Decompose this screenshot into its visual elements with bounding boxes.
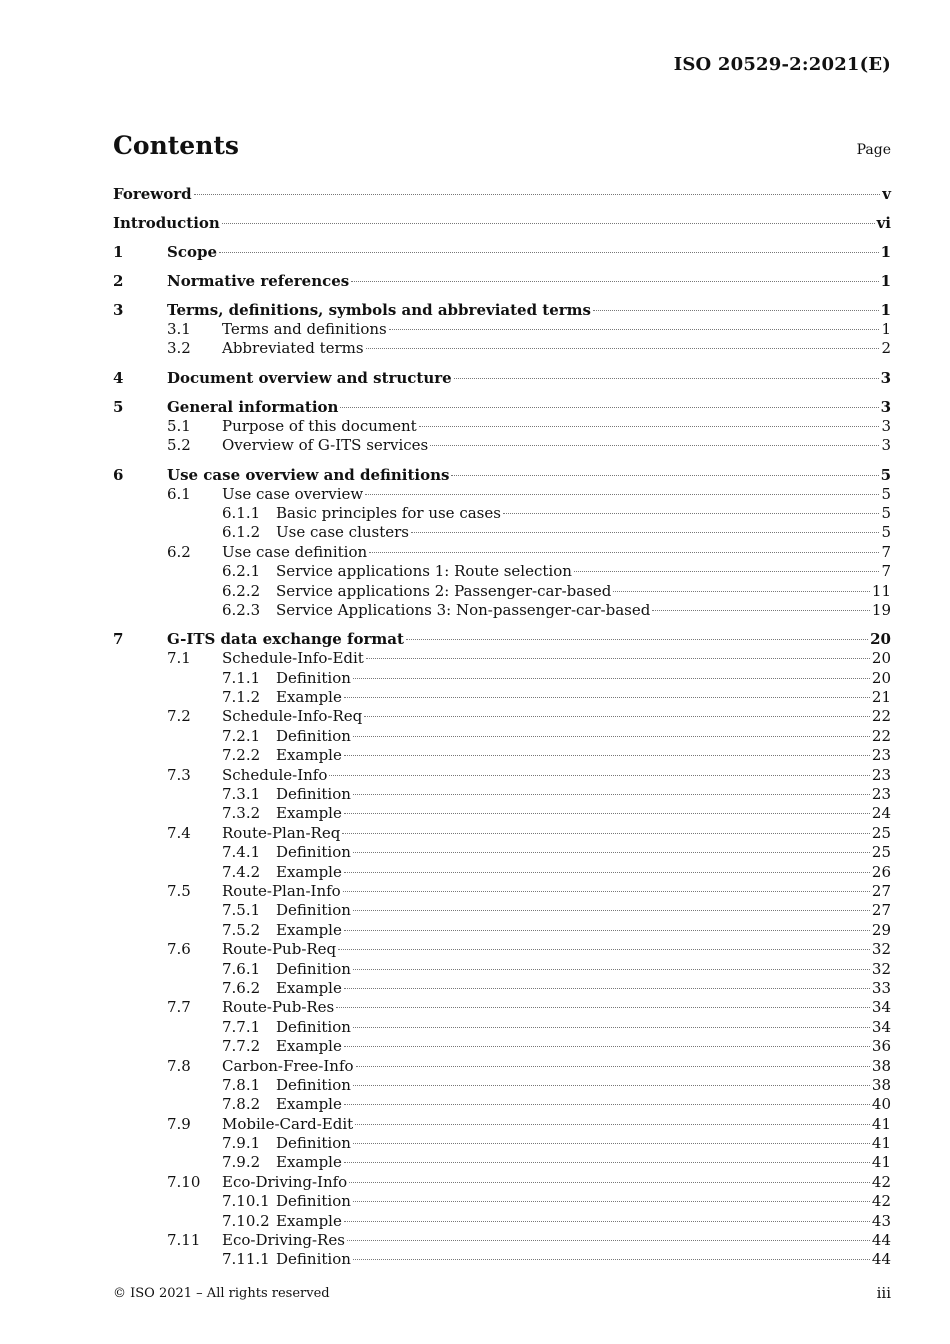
dot-leader [451,475,878,476]
dot-leader [222,223,875,224]
toc-entry[interactable] [113,320,891,339]
toc-entry-page: 5 [881,484,891,503]
toc-entry-number: 7.7.2 [222,1037,261,1056]
toc-entry[interactable] [113,707,891,726]
dot-leader [366,658,870,659]
toc-entry[interactable] [113,901,891,920]
toc-entry-title: Service applications 1: Route selection [276,562,572,581]
toc-entry-title: Schedule-Info-Req [222,707,363,726]
toc-entry[interactable] [113,300,891,320]
toc-entry-title: Mobile-Card-Edit [222,1114,354,1133]
toc-entry[interactable] [113,1134,891,1153]
toc-entry[interactable] [113,688,891,707]
toc-entry-page: 40 [871,1095,891,1114]
toc-entry-number: 6.2.3 [222,600,261,619]
toc-entry-number: 6.2.2 [222,581,261,600]
toc-entry-number: 7.1 [167,649,191,668]
toc-entry-page: 3 [880,397,891,416]
toc-entry-number: 3.1 [167,320,191,338]
toc-entry-number: 7.1.2 [222,688,261,707]
dot-leader [344,813,870,814]
dot-leader [454,378,879,379]
toc-entry[interactable] [113,1018,891,1037]
toc-entry-page: 19 [871,600,891,619]
toc-entry-page: 25 [871,843,891,862]
toc-entry-title: Eco-Driving-Res [222,1231,345,1250]
toc-entry-title: Definition [276,1017,351,1036]
toc-entry-title: Terms and definitions [222,320,387,338]
toc-entry-title: Example [276,1153,342,1172]
dot-leader [353,852,870,853]
toc-entry-page: 41 [871,1114,891,1133]
toc-entry-page: 7 [881,542,891,561]
toc-entry[interactable] [113,843,891,862]
toc-entry-number: 7.6.2 [222,978,261,997]
dot-leader [430,445,879,446]
toc-entry-title: Example [276,1211,342,1230]
dot-leader [340,407,878,408]
toc-entry-page: 27 [871,901,891,920]
toc-entry-number: 7.6 [167,940,191,959]
toc-entry-number: 1 [113,243,124,261]
dot-leader [344,755,870,756]
toc-entry-page: 5 [880,465,891,484]
dot-leader [353,969,870,970]
toc-entry-title: General information [167,397,339,416]
dot-leader [344,872,870,873]
toc-entry-number: 7.11 [167,1231,201,1250]
dot-leader [356,1066,870,1067]
toc-entry-page: 43 [871,1211,891,1230]
toc-entry[interactable] [113,1115,891,1134]
toc-entry-title: Definition [276,1192,351,1211]
toc-entry-number: 6.2 [167,542,191,561]
toc-entry-page: 22 [871,726,891,745]
toc-entry-title: Route-Plan-Info [222,881,341,900]
toc-entry-number: 4 [113,368,124,387]
toc-entry[interactable] [113,746,891,765]
dot-leader [353,1259,870,1260]
dot-leader [369,552,879,553]
toc-entry[interactable] [113,397,891,417]
toc-entry[interactable] [113,1192,891,1211]
toc-entry[interactable] [113,863,891,882]
footer-copyright: © ISO 2021 – All rights reserved [113,1286,330,1301]
toc-entry-title: Eco-Driving-Info [222,1172,348,1191]
toc-entry[interactable] [113,1173,891,1192]
dot-leader [344,1221,870,1222]
dot-leader [411,532,879,533]
toc-entry-page: 44 [871,1231,891,1250]
toc-entry[interactable] [113,184,891,204]
toc-entry-title: Service Applications 3: Non-passenger-car-based [276,600,651,619]
dot-leader [342,833,870,834]
toc-entry-page: 7 [881,562,891,581]
toc-entry-page: 41 [871,1153,891,1172]
toc-entry-number: 2 [113,272,124,290]
toc-entry-number: 7.5 [167,881,191,900]
toc-entry-number: 7.8.1 [222,1075,261,1094]
dot-leader [344,988,870,989]
dot-leader [593,310,879,311]
toc-entry-title: Definition [276,843,351,862]
toc-entry-title: Route-Plan-Req [222,823,341,842]
toc-entry-number: 5.1 [167,416,191,435]
toc-entry[interactable] [113,1250,891,1269]
toc-entry-title: Document overview and structure [167,368,452,387]
toc-entry-number: 7.9.2 [222,1153,261,1172]
toc-entry[interactable] [113,1037,891,1056]
toc-entry[interactable] [113,804,891,823]
toc-entry[interactable] [113,1057,891,1076]
toc-entry-title: Purpose of this document [222,416,417,435]
toc-entry-page: 11 [871,581,891,600]
toc-entry-page: 23 [871,765,891,784]
dot-leader [652,610,870,611]
toc-entry-title: Use case clusters [276,523,410,542]
toc-entry[interactable] [113,979,891,998]
toc-entry-title: Definition [276,1075,351,1094]
toc-entry-number: 7.9 [167,1114,191,1133]
toc-entry-title: Example [276,1095,342,1114]
toc-entry[interactable] [113,1212,891,1231]
toc-entry[interactable] [113,582,891,601]
toc-entry-title: Schedule-Info-Edit [222,649,364,668]
toc-entry-page: 23 [871,746,891,765]
dot-leader [219,252,879,253]
dot-leader [353,1027,870,1028]
dot-leader [336,1007,870,1008]
toc-entry-page: 3 [881,416,891,435]
toc-entry[interactable] [113,940,891,959]
toc-entry-title: Terms, definitions, symbols and abbreviated terms [167,301,591,319]
dot-leader [338,949,870,950]
toc-entry-title: Carbon-Free-Info [222,1056,354,1075]
dot-leader [353,736,870,737]
toc-entry[interactable] [113,960,891,979]
toc-entry-page: 42 [871,1192,891,1211]
toc-entry-page: 32 [871,940,891,959]
toc-entry-number: 7.6.1 [222,959,261,978]
toc-entry-title: Definition [276,1134,351,1153]
toc-entry[interactable] [113,785,891,804]
toc-entry-number: 7.5.1 [222,901,261,920]
toc-entry-number: 7.3.1 [222,785,261,804]
toc-entry-title: Introduction [113,214,220,232]
toc-entry-page: 20 [870,630,891,649]
toc-entry-number: 7.8.2 [222,1095,261,1114]
toc-entry-number: 7.10 [167,1172,201,1191]
toc-entry-number: 7.10.2 [222,1211,270,1230]
toc-entry[interactable] [113,368,891,388]
toc-entry[interactable] [113,436,891,455]
dot-leader [353,794,870,795]
toc-entry-page: 3 [881,436,891,455]
dot-leader [329,775,870,776]
toc-entry-title: Definition [276,1250,351,1269]
toc-entry-number: 7.1.1 [222,668,261,687]
toc-entry-number: 7.9.1 [222,1134,261,1153]
toc-entry-title: Scope [167,243,218,261]
dot-leader [347,1240,870,1241]
dot-leader [353,1201,870,1202]
toc-entry-page: 1 [880,243,891,261]
toc-entry-number: 7.2.2 [222,746,261,765]
toc-entry-page: 21 [871,688,891,707]
toc-entry-number: 6.1.1 [222,503,261,522]
toc-entry-page: 20 [871,668,891,687]
toc-entry-page: 38 [871,1075,891,1094]
toc-entry-title: Normative references [167,272,350,290]
toc-entry-number: 7.4.2 [222,862,261,881]
toc-entry[interactable] [113,465,891,485]
toc-entry-page: 5 [881,523,891,542]
toc-entry-title: Route-Pub-Req [222,940,337,959]
toc-entry-page: 1 [880,272,891,290]
toc-entry-number: 7.4 [167,823,191,842]
dot-leader [355,1124,870,1125]
toc-entry-number: 7 [113,630,124,649]
toc-entry-page: 36 [871,1037,891,1056]
toc-entry-title: Definition [276,668,351,687]
toc-entry[interactable] [113,882,891,901]
toc-entry-title: Use case overview and definitions [167,465,450,484]
toc-entry-page: 1 [880,301,891,319]
toc-entry-title: Example [276,862,342,881]
toc-entry-page: 2 [881,339,891,358]
toc-entry-number: 6 [113,465,124,484]
toc-entry-number: 7.2.1 [222,726,261,745]
toc-entry[interactable] [113,766,891,785]
dot-leader [389,329,880,330]
toc-entry[interactable] [113,1153,891,1172]
toc-entry-page: 44 [871,1250,891,1269]
toc-entry-page: 27 [871,881,891,900]
toc-entry-title: Service applications 2: Passenger-car-based [276,581,612,600]
toc-entry-title: Definition [276,901,351,920]
dot-leader [351,281,878,282]
toc-entry-number: 7.3.2 [222,804,261,823]
toc-entry-title: Use case definition [222,542,368,561]
toc-entry[interactable] [113,727,891,746]
toc-entry-title: Route-Pub-Res [222,998,335,1017]
toc-entry-page: 32 [871,959,891,978]
dot-leader [366,348,880,349]
toc-entry-title: Definition [276,785,351,804]
dot-leader [613,591,870,592]
dot-leader [365,494,879,495]
toc-entry[interactable] [113,523,891,542]
toc-entry-page: v [882,185,891,203]
toc-entry-page: vi [876,214,891,232]
toc-entry-title: Example [276,688,342,707]
toc-entry-page: 23 [871,785,891,804]
dot-leader [194,194,881,195]
dot-leader [343,891,870,892]
footer-page-number: iii [876,1284,891,1302]
toc-entry-page: 41 [871,1134,891,1153]
toc-entry[interactable] [113,213,891,233]
toc-entry-number: 3.2 [167,339,191,358]
toc-entry-number: 7.7.1 [222,1017,261,1036]
dot-leader [344,1162,870,1163]
dot-leader [353,910,870,911]
toc-entry[interactable] [113,485,891,504]
toc-entry-number: 3 [113,301,124,319]
toc-entry-page: 42 [871,1172,891,1191]
toc-entry[interactable] [113,601,891,620]
toc-entry[interactable] [113,669,891,688]
toc-entry-page: 5 [881,503,891,522]
toc-entry-page: 26 [871,862,891,881]
toc-entry-title: Use case overview [222,484,364,503]
toc-entry-page: 34 [871,998,891,1017]
toc-entry-number: 7.5.2 [222,920,261,939]
dot-leader [344,1104,870,1105]
toc-entry[interactable] [113,504,891,523]
dot-leader [344,930,870,931]
dot-leader [344,697,870,698]
toc-entry-title: Example [276,746,342,765]
toc-entry-title: Example [276,978,342,997]
toc-entry-number: 7.8 [167,1056,191,1075]
toc-entry-title: Definition [276,726,351,745]
toc-entry[interactable] [113,649,891,668]
toc-entry[interactable] [113,339,891,358]
toc-entry-title: Abbreviated terms [222,339,364,358]
toc-entry-title: Basic principles for use cases [276,503,501,522]
toc-entry-page: 24 [871,804,891,823]
toc-entry-page: 3 [880,368,891,387]
dot-leader [503,513,880,514]
toc-entry-number: 7.10.1 [222,1192,270,1211]
toc-entry-title: Schedule-Info [222,765,328,784]
toc-entry-page: 1 [881,320,891,338]
toc-entry-title: Example [276,920,342,939]
table-of-contents [113,184,891,1270]
toc-entry[interactable] [113,998,891,1017]
page-title: Contents [113,131,240,160]
page-column-label: Page [856,142,891,158]
toc-entry-number: 6.1.2 [222,523,261,542]
dot-leader [406,639,868,640]
document-id-header: ISO 20529-2:2021(E) [673,54,891,75]
toc-entry-page: 29 [871,920,891,939]
toc-entry-title: Definition [276,959,351,978]
toc-entry-page: 20 [871,649,891,668]
dot-leader [353,1085,870,1086]
toc-entry[interactable] [113,417,891,436]
toc-entry-title: G-ITS data exchange format [167,630,404,649]
toc-entry-page: 38 [871,1056,891,1075]
toc-entry-page: 34 [871,1017,891,1036]
toc-entry-number: 7.7 [167,998,191,1017]
dot-leader [353,1143,870,1144]
toc-entry-number: 7.3 [167,765,191,784]
toc-entry[interactable] [113,242,891,262]
toc-entry-page: 22 [871,707,891,726]
dot-leader [349,1182,870,1183]
toc-entry[interactable] [113,543,891,562]
toc-entry[interactable] [113,629,891,649]
toc-entry-page: 33 [871,978,891,997]
toc-entry-number: 7.2 [167,707,191,726]
toc-entry-number: 6.2.1 [222,562,261,581]
toc-entry-number: 7.4.1 [222,843,261,862]
toc-entry-title: Example [276,1037,342,1056]
dot-leader [364,716,870,717]
toc-entry[interactable] [113,824,891,843]
dot-leader [353,678,870,679]
toc-entry-page: 25 [871,823,891,842]
toc-entry[interactable] [113,271,891,291]
toc-entry-title: Overview of G-ITS services [222,436,429,455]
toc-entry-number: 5 [113,397,124,416]
toc-entry[interactable] [113,562,891,581]
toc-entry[interactable] [113,1231,891,1250]
toc-entry[interactable] [113,1076,891,1095]
toc-entry-number: 7.11.1 [222,1250,270,1269]
toc-entry-number: 6.1 [167,484,191,503]
toc-entry-title: Foreword [113,185,192,203]
toc-entry-number: 5.2 [167,436,191,455]
dot-leader [574,571,880,572]
toc-entry-title: Example [276,804,342,823]
toc-entry[interactable] [113,921,891,940]
toc-entry[interactable] [113,1095,891,1114]
dot-leader [419,426,880,427]
dot-leader [344,1046,870,1047]
